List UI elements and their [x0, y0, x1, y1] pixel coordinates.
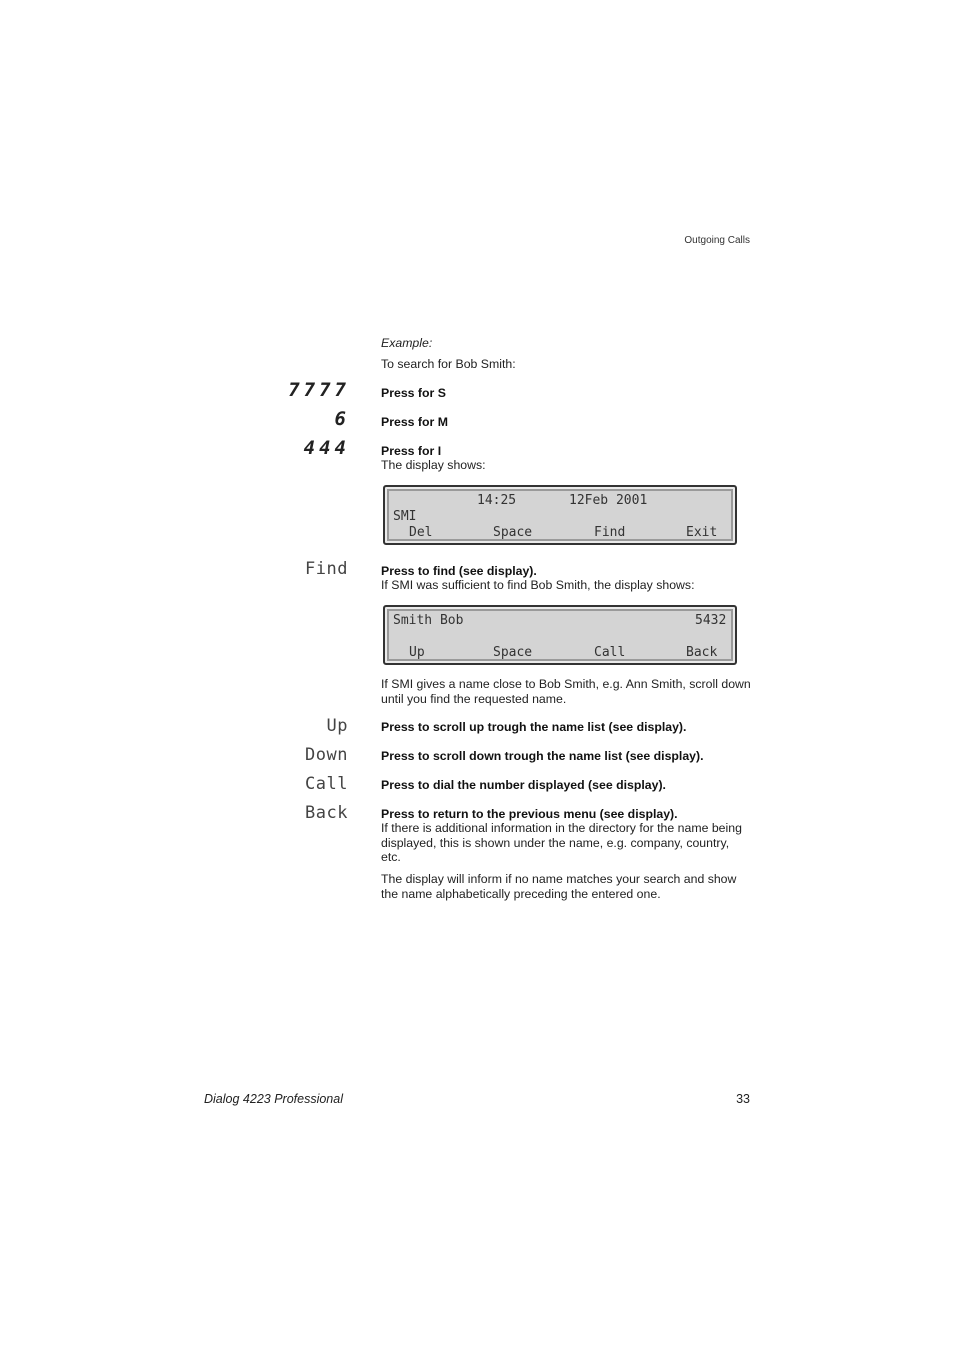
softkey-space: Space	[493, 525, 533, 540]
step-instruction-m: Press for M	[381, 415, 448, 429]
call-instruction: Press to dial the number displayed (see display).	[381, 778, 666, 792]
phone-display-result	[383, 605, 737, 665]
close-name-note: If SMI gives a name close to Bob Smith, e.g. Ann Smith, scroll down until you find the requested name.	[381, 677, 751, 706]
key-7777: 7777	[288, 379, 350, 401]
back-instruction: Press to return to the previous menu (see display).	[381, 807, 678, 821]
display-date: 12Feb 2001	[569, 493, 648, 508]
example-label: Example:	[381, 336, 433, 350]
key-call: Call	[305, 774, 348, 794]
key-down: Down	[305, 745, 348, 765]
find-note: If SMI was sufficient to find Bob Smith, the display shows:	[381, 578, 695, 592]
no-match-note: The display will inform if no name matches your search and show the name alphabetically preceding the entered one.	[381, 872, 737, 901]
running-header: Outgoing Calls	[684, 235, 750, 246]
search-intro-text: To search for Bob Smith:	[381, 357, 516, 371]
additional-info-note: If there is additional information in the directory for the name being displayed, this is shown under the name, e.g. company, country, etc.	[381, 821, 742, 865]
footer-product: Dialog 4223 Professional	[204, 1092, 343, 1106]
softkey-back: Back	[686, 645, 718, 660]
softkey-space: Space	[493, 645, 533, 660]
find-instruction: Press to find (see display).	[381, 564, 537, 578]
display-entry: SMI	[393, 509, 417, 524]
display-time: 14:25	[477, 493, 517, 508]
softkey-del: Del	[409, 525, 433, 540]
softkey-call: Call	[594, 645, 626, 660]
key-find: Find	[305, 559, 348, 579]
display-shows-note: The display shows:	[381, 458, 486, 472]
softkey-find: Find	[594, 525, 626, 540]
page-number: 33	[736, 1092, 750, 1106]
display-name: Smith Bob	[393, 613, 464, 628]
key-6: 6	[334, 408, 350, 430]
step-instruction-s: Press for S	[381, 386, 446, 400]
step-instruction-i: Press for I	[381, 444, 442, 458]
key-up: Up	[326, 716, 348, 736]
key-444: 444	[303, 437, 350, 459]
phone-display-search	[383, 485, 737, 545]
display-number: 5432	[695, 613, 727, 628]
key-back: Back	[305, 803, 348, 823]
up-instruction: Press to scroll up trough the name list (see display).	[381, 720, 687, 734]
softkey-exit: Exit	[686, 525, 718, 540]
softkey-up: Up	[409, 645, 425, 660]
down-instruction: Press to scroll down trough the name list (see display).	[381, 749, 704, 763]
